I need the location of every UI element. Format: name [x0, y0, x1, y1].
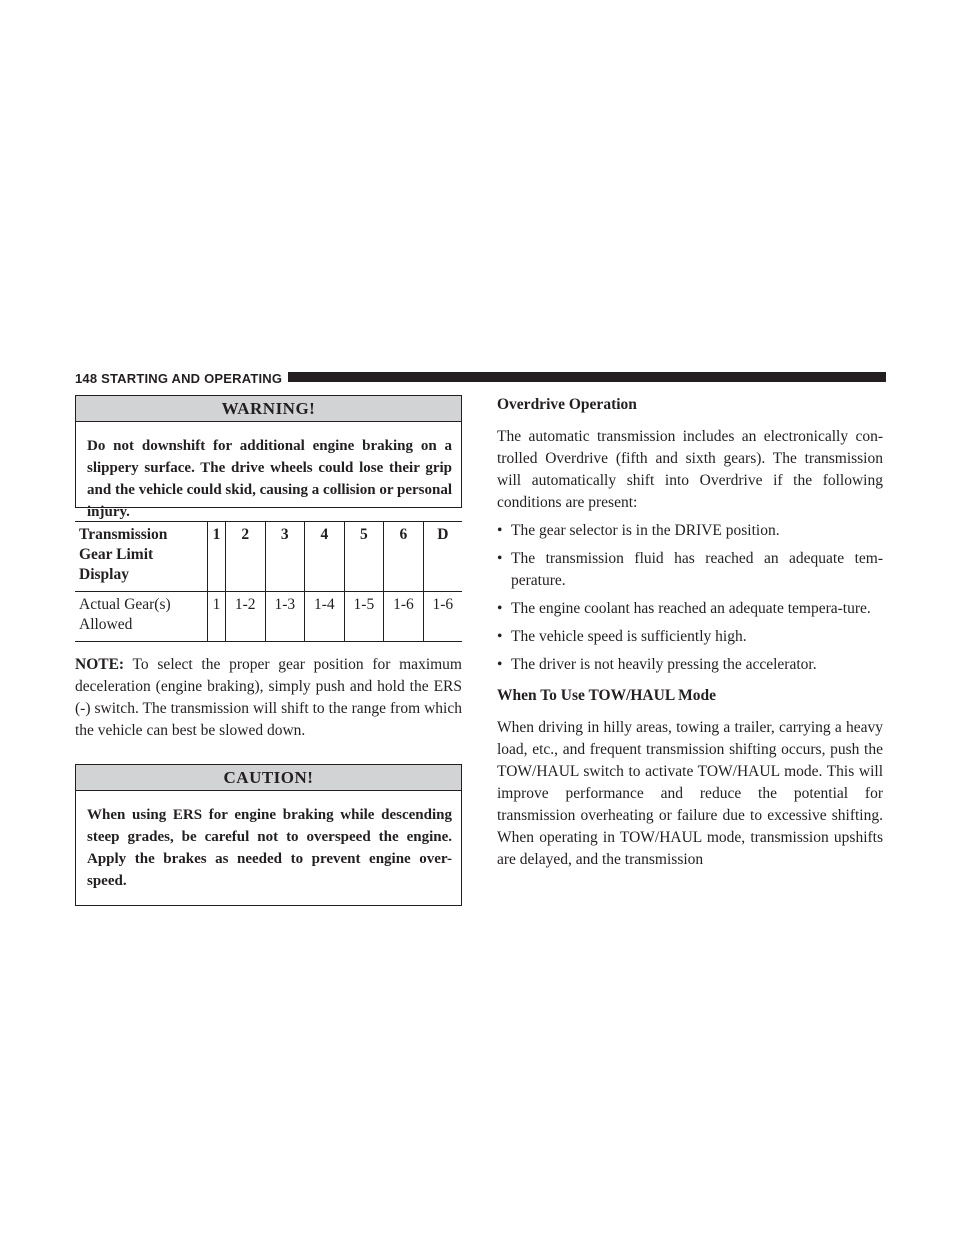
table-cell: 4: [305, 522, 345, 592]
table-cell: 1-5: [344, 592, 384, 642]
overdrive-conditions-list: [497, 520, 883, 676]
table-cell: 3: [265, 522, 305, 592]
right-column: [497, 395, 883, 871]
list-item: [497, 520, 883, 542]
list-item-text: The vehicle speed is sufficiently high.: [511, 628, 747, 645]
table-row-label: Actual Gear(s) Allowed: [75, 592, 208, 642]
table-header-row: [75, 522, 462, 592]
bullet-icon: •: [497, 628, 503, 645]
note-paragraph: [75, 654, 462, 742]
list-item-text: The gear selector is in the DRIVE position.: [511, 522, 780, 539]
tow-haul-heading: When To Use TOW/HAUL Mode: [497, 687, 717, 704]
table-cell: 6: [384, 522, 424, 592]
header-rule: [288, 372, 886, 382]
note-text: To select the proper gear position for maximum deceleration (engine braking), simply push and hold the ERS (-) switch. The transmission will shift to the range from which the vehicle can best be slowed down.: [75, 656, 462, 739]
caution-title: CAUTION!: [76, 765, 461, 791]
gear-limit-table: [75, 521, 462, 642]
caution-text: When using ERS for engine braking while descending steep grades, be careful not to overspeed the engine. Apply the brakes as needed to prevent engine over-speed.: [87, 807, 452, 889]
list-item: [497, 598, 883, 620]
table-cell: D: [423, 522, 462, 592]
table-cell: 1-6: [384, 592, 424, 642]
bullet-icon: •: [497, 522, 503, 539]
bullet-icon: •: [497, 550, 503, 567]
table-cell: 1-4: [305, 592, 345, 642]
overdrive-intro: The automatic transmission includes an electronically con-trolled Overdrive (fifth and sixth gears). The transmission will automatically shift into Overdrive if the following conditions are present:: [497, 428, 883, 511]
tow-haul-text: When driving in hilly areas, towing a trailer, carrying a heavy load, etc., and frequent transmission shifting occurs, push the TOW/HAUL switch to activate TOW/HAUL mode. This will improve performance and reduce the potential for transmission overheating or failure due to excessive shifting. When operating in TOW/HAUL mode, transmission upshifts are delayed, and the transmission: [497, 719, 883, 868]
table-cell: 5: [344, 522, 384, 592]
warning-title: WARNING!: [76, 396, 461, 422]
note-label: NOTE:: [75, 656, 125, 673]
list-item: [497, 654, 883, 676]
table-cell: 1: [208, 522, 226, 592]
list-item-text: The driver is not heavily pressing the accelerator.: [511, 656, 817, 673]
bullet-icon: •: [497, 656, 503, 673]
table-cell: 2: [225, 522, 265, 592]
warning-text: Do not downshift for additional engine braking on a slippery surface. The drive wheels could lose their grip and the vehicle could skid, causing a collision or personal injury.: [87, 438, 452, 520]
page-header: [75, 369, 886, 389]
overdrive-heading: Overdrive Operation: [497, 396, 637, 413]
table-row-label: Transmission Gear Limit Display: [75, 522, 208, 592]
list-item-text: The engine coolant has reached an adequate tempera-ture.: [511, 600, 871, 617]
left-column: [75, 395, 462, 906]
list-item: [497, 626, 883, 648]
table-cell: 1-6: [423, 592, 462, 642]
table-cell: 1: [208, 592, 226, 642]
table-cell: 1-3: [265, 592, 305, 642]
list-item-text: The transmission fluid has reached an adequate tem-perature.: [511, 550, 883, 589]
table-row: [75, 592, 462, 642]
bullet-icon: •: [497, 600, 503, 617]
page-number-title: 148 STARTING AND OPERATING: [75, 371, 283, 386]
table-cell: 1-2: [225, 592, 265, 642]
list-item: [497, 548, 883, 592]
caution-box: [75, 764, 462, 906]
warning-box: [75, 395, 462, 520]
